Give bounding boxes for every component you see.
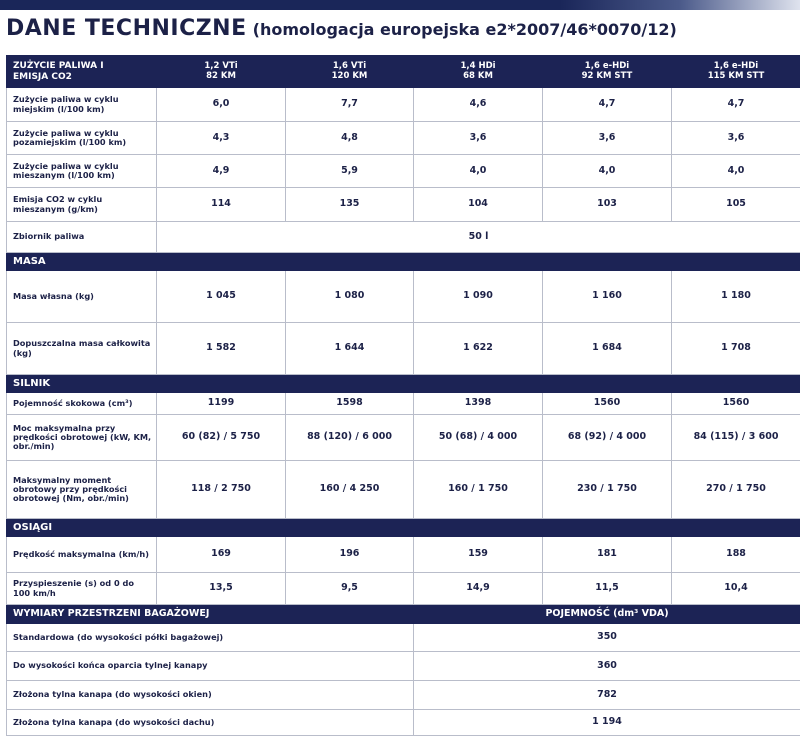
engine-name: 1,2 VTi — [204, 61, 237, 71]
cell-value: 1 644 — [286, 323, 414, 375]
header-label-line2: EMISJA CO2 — [13, 72, 72, 82]
section-title: SILNIK — [7, 375, 800, 393]
cell-value: 114 — [157, 188, 286, 222]
table-row — [7, 573, 800, 605]
engine-header — [414, 56, 543, 88]
table-row — [7, 323, 800, 375]
row-label: Zużycie paliwa w cyklu miejskim (l/100 km) — [7, 88, 157, 122]
cell-value: 1 080 — [286, 271, 414, 323]
engine-header — [157, 56, 286, 88]
table-row — [7, 461, 800, 519]
title-homologation: (homologacja europejska e2*2007/46*0070/12) — [253, 20, 677, 39]
row-label: Moc maksymalna przy prędkości obrotowej (kW, KM, obr./min) — [7, 415, 157, 461]
luggage-header-row — [7, 605, 800, 624]
cell-value: 10,4 — [672, 573, 800, 605]
row-label: Zużycie paliwa w cyklu pozamiejskim (l/100 km) — [7, 122, 157, 155]
engine-name: 1,6 e-HDi — [585, 61, 629, 71]
engine-power: 115 KM STT — [708, 71, 765, 81]
engine-power: 82 KM — [206, 71, 236, 81]
cell-value: 1 582 — [157, 323, 286, 375]
cell-value: 4,9 — [157, 155, 286, 188]
engine-name: 1,6 VTi — [333, 61, 366, 71]
cell-value: 196 — [286, 537, 414, 573]
cell-value: 230 / 1 750 — [543, 461, 672, 519]
cell-value: 4,0 — [543, 155, 672, 188]
cell-value: 1598 — [286, 393, 414, 415]
table-row — [7, 652, 800, 681]
cell-value: 1199 — [157, 393, 286, 415]
row-label: Zużycie paliwa w cyklu mieszanym (l/100 km) — [7, 155, 157, 188]
section-header-mass — [7, 253, 800, 271]
cell-value: 1398 — [414, 393, 543, 415]
row-label: Złożona tylna kanapa (do wysokości okien) — [7, 681, 414, 710]
cell-value: 5,9 — [286, 155, 414, 188]
cell-value: 4,0 — [414, 155, 543, 188]
cell-value: 4,7 — [543, 88, 672, 122]
engine-name: 1,6 e-HDi — [714, 61, 758, 71]
cell-value: 1560 — [543, 393, 672, 415]
engine-header — [672, 56, 800, 88]
table-row — [7, 155, 800, 188]
row-label: Standardowa (do wysokości półki bagażowej) — [7, 624, 414, 652]
cell-value: 360 — [414, 652, 800, 681]
cell-value: 50 (68) / 4 000 — [414, 415, 543, 461]
cell-value: 4,8 — [286, 122, 414, 155]
row-label: Prędkość maksymalna (km/h) — [7, 537, 157, 573]
cell-value: 103 — [543, 188, 672, 222]
cell-value: 1 160 — [543, 271, 672, 323]
cell-value: 160 / 4 250 — [286, 461, 414, 519]
cell-value: 4,6 — [414, 88, 543, 122]
table-row — [7, 222, 800, 253]
cell-value: 1 194 — [414, 710, 800, 736]
table-row — [7, 710, 800, 736]
cell-value: 270 / 1 750 — [672, 461, 800, 519]
cell-value: 104 — [414, 188, 543, 222]
cell-value: 88 (120) / 6 000 — [286, 415, 414, 461]
table-row — [7, 681, 800, 710]
engine-header — [543, 56, 672, 88]
table-row — [7, 271, 800, 323]
section-title: MASA — [7, 253, 800, 271]
table-row — [7, 624, 800, 652]
cell-value: 160 / 1 750 — [414, 461, 543, 519]
cell-value: 6,0 — [157, 88, 286, 122]
luggage-capacity-label: POJEMNOŚĆ (dm³ VDA) — [414, 605, 800, 624]
cell-value: 84 (115) / 3 600 — [672, 415, 800, 461]
cell-value: 4,0 — [672, 155, 800, 188]
section-header-performance — [7, 519, 800, 537]
engine-header — [286, 56, 414, 88]
row-label: Masa własna (kg) — [7, 271, 157, 323]
cell-value: 181 — [543, 537, 672, 573]
header-label-line1: ZUŻYCIE PALIWA I — [13, 61, 104, 71]
engine-power: 120 KM — [332, 71, 368, 81]
row-label: Przyspieszenie (s) od 0 do 100 km/h — [7, 573, 157, 605]
cell-value: 11,5 — [543, 573, 672, 605]
row-label: Pojemność skokowa (cm³) — [7, 393, 157, 415]
cell-value: 60 (82) / 5 750 — [157, 415, 286, 461]
row-label: Dopuszczalna masa całkowita (kg) — [7, 323, 157, 375]
cell-value: 4,3 — [157, 122, 286, 155]
cell-value: 159 — [414, 537, 543, 573]
table-header-row — [7, 56, 800, 88]
luggage-title: WYMIARY PRZESTRZENI BAGAŻOWEJ — [7, 605, 414, 624]
table-row — [7, 88, 800, 122]
cell-value: 3,6 — [414, 122, 543, 155]
engine-power: 92 KM STT — [582, 71, 633, 81]
cell-value: 188 — [672, 537, 800, 573]
section-header-engine — [7, 375, 800, 393]
cell-value: 1 684 — [543, 323, 672, 375]
cell-value: 9,5 — [286, 573, 414, 605]
cell-value: 14,9 — [414, 573, 543, 605]
cell-value: 1 045 — [157, 271, 286, 323]
cell-value: 4,7 — [672, 88, 800, 122]
cell-value: 169 — [157, 537, 286, 573]
table-row — [7, 122, 800, 155]
table-row — [7, 537, 800, 573]
header-label — [7, 56, 157, 88]
cell-value: 50 l — [157, 222, 800, 253]
cell-value: 1 090 — [414, 271, 543, 323]
cell-value: 3,6 — [543, 122, 672, 155]
cell-value: 350 — [414, 624, 800, 652]
row-label: Emisja CO2 w cyklu mieszanym (g/km) — [7, 188, 157, 222]
cell-value: 1560 — [672, 393, 800, 415]
row-label: Maksymalny moment obrotowy przy prędkości obrotowej (Nm, obr./min) — [7, 461, 157, 519]
row-label: Zbiornik paliwa — [7, 222, 157, 253]
spec-table — [6, 55, 800, 736]
table-row — [7, 393, 800, 415]
section-title: OSIĄGI — [7, 519, 800, 537]
table-row — [7, 415, 800, 461]
cell-value: 7,7 — [286, 88, 414, 122]
cell-value: 135 — [286, 188, 414, 222]
engine-name: 1,4 HDi — [460, 61, 495, 71]
cell-value: 1 622 — [414, 323, 543, 375]
cell-value: 105 — [672, 188, 800, 222]
row-label: Do wysokości końca oparcia tylnej kanapy — [7, 652, 414, 681]
cell-value: 13,5 — [157, 573, 286, 605]
cell-value: 118 / 2 750 — [157, 461, 286, 519]
table-row — [7, 188, 800, 222]
cell-value: 782 — [414, 681, 800, 710]
cell-value: 68 (92) / 4 000 — [543, 415, 672, 461]
engine-power: 68 KM — [463, 71, 493, 81]
page-title — [6, 16, 677, 41]
title-main: DANE TECHNICZNE — [6, 16, 247, 41]
row-label: Złożona tylna kanapa (do wysokości dachu) — [7, 710, 414, 736]
cell-value: 1 180 — [672, 271, 800, 323]
cell-value: 1 708 — [672, 323, 800, 375]
top-accent-bar — [0, 0, 800, 10]
cell-value: 3,6 — [672, 122, 800, 155]
